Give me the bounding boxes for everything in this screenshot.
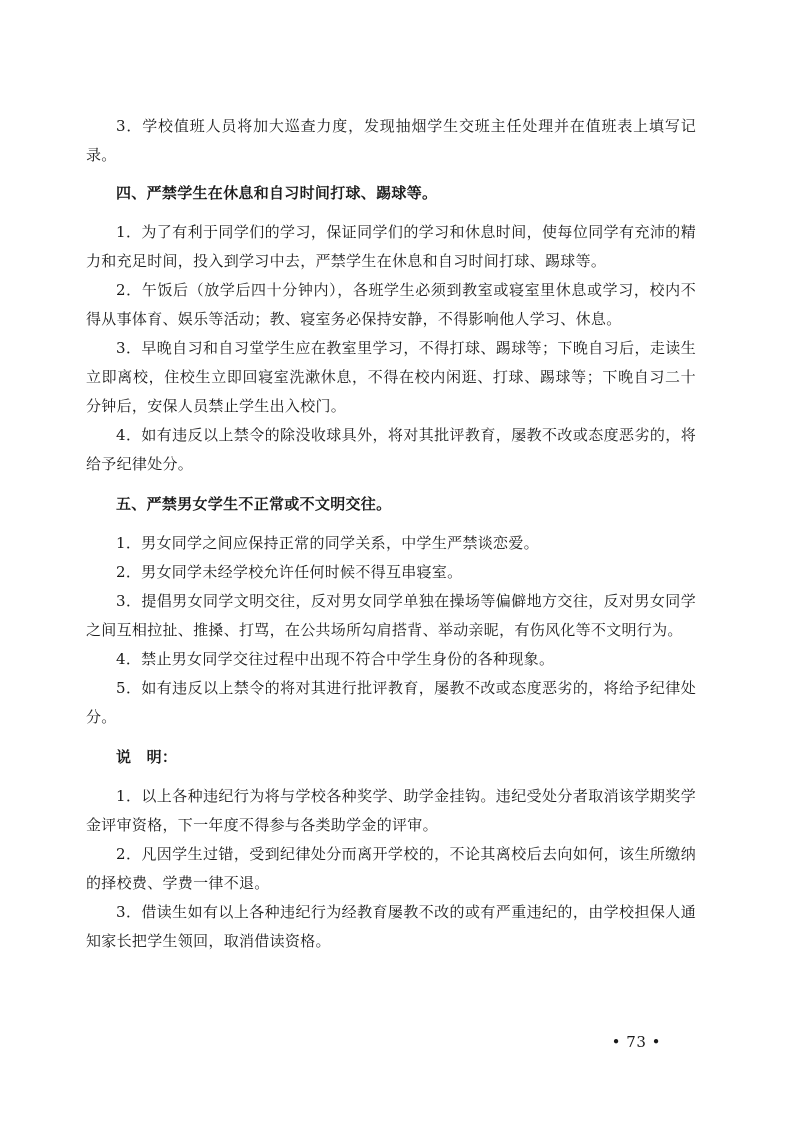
- section-5-heading: 五、严禁男女学生不正常或不文明交往。: [116, 495, 392, 513]
- notes-item-3: 3．借读生如有以上各种违纪行为经教育屡教不改的或有严重违纪的，由学校担保人通知家长把学生领回，取消借读资格。: [86, 903, 696, 950]
- notes-item-1: 1．以上各种违纪行为将与学校各种奖学、助学金挂钩。违纪受处分者取消该学期奖学金评审资格，下一年度不得参与各类助学金的评审。: [86, 787, 696, 834]
- notes-heading: 说 明：: [116, 748, 178, 766]
- paragraph-3-3: 3．学校值班人员将加大巡查力度，发现抽烟学生交班主任处理并在值班表上填写记录。: [86, 117, 696, 164]
- section-4-heading: 四、严禁学生在休息和自习时间打球、踢球等。: [116, 184, 438, 202]
- section-4-item-2: 2．午饭后（放学后四十分钟内），各班学生必须到教室或寝室里休息或学习，校内不得从事体育、娱乐等活动；教、寝室务必保持安静，不得影响他人学习、休息。: [86, 281, 696, 328]
- section-5-item-1: 1．男女同学之间应保持正常的同学关系，中学生严禁谈恋爱。: [116, 534, 539, 552]
- notes-item-2: 2．凡因学生过错，受到纪律处分而离开学校的，不论其离校后去向如何，该生所缴纳的择校费、学费一律不退。: [86, 845, 696, 892]
- section-4-item-3: 3．早晚自习和自习堂学生应在教室里学习，不得打球、踢球等；下晚自习后，走读生立即离校，住校生立即回寝室洗漱休息，不得在校内闲逛、打球、踢球等；下晚自习二十分钟后，安保人员禁止学生出入校门。: [86, 339, 696, 415]
- section-5-item-5: 5．如有违反以上禁令的将对其进行批评教育，屡教不改或态度恶劣的，将给予纪律处分。: [86, 679, 696, 726]
- section-5-item-4: 4．禁止男女同学交往过程中出现不符合中学生身份的各种现象。: [116, 650, 555, 668]
- page-number: • 73 •: [611, 1033, 661, 1051]
- page-body: [86, 112, 696, 956]
- section-4-item-1: 1．为了有利于同学们的学习，保证同学们的学习和休息时间，使每位同学有充沛的精力和充足时间，投入到学习中去，严禁学生在休息和自习时间打球、踢球等。: [86, 223, 696, 270]
- section-5-item-2: 2．男女同学未经学校允许任何时候不得互串寝室。: [116, 563, 463, 581]
- section-4-item-4: 4．如有违反以上禁令的除没收球具外，将对其批评教育，屡教不改或态度恶劣的，将给予纪律处分。: [86, 426, 696, 473]
- section-5-item-3: 3．提倡男女同学文明交往，反对男女同学单独在操场等偏僻地方交往，反对男女同学之间互相拉扯、推搡、打骂，在公共场所勾肩搭背、举动亲昵，有伤风化等不文明行为。: [86, 592, 696, 639]
